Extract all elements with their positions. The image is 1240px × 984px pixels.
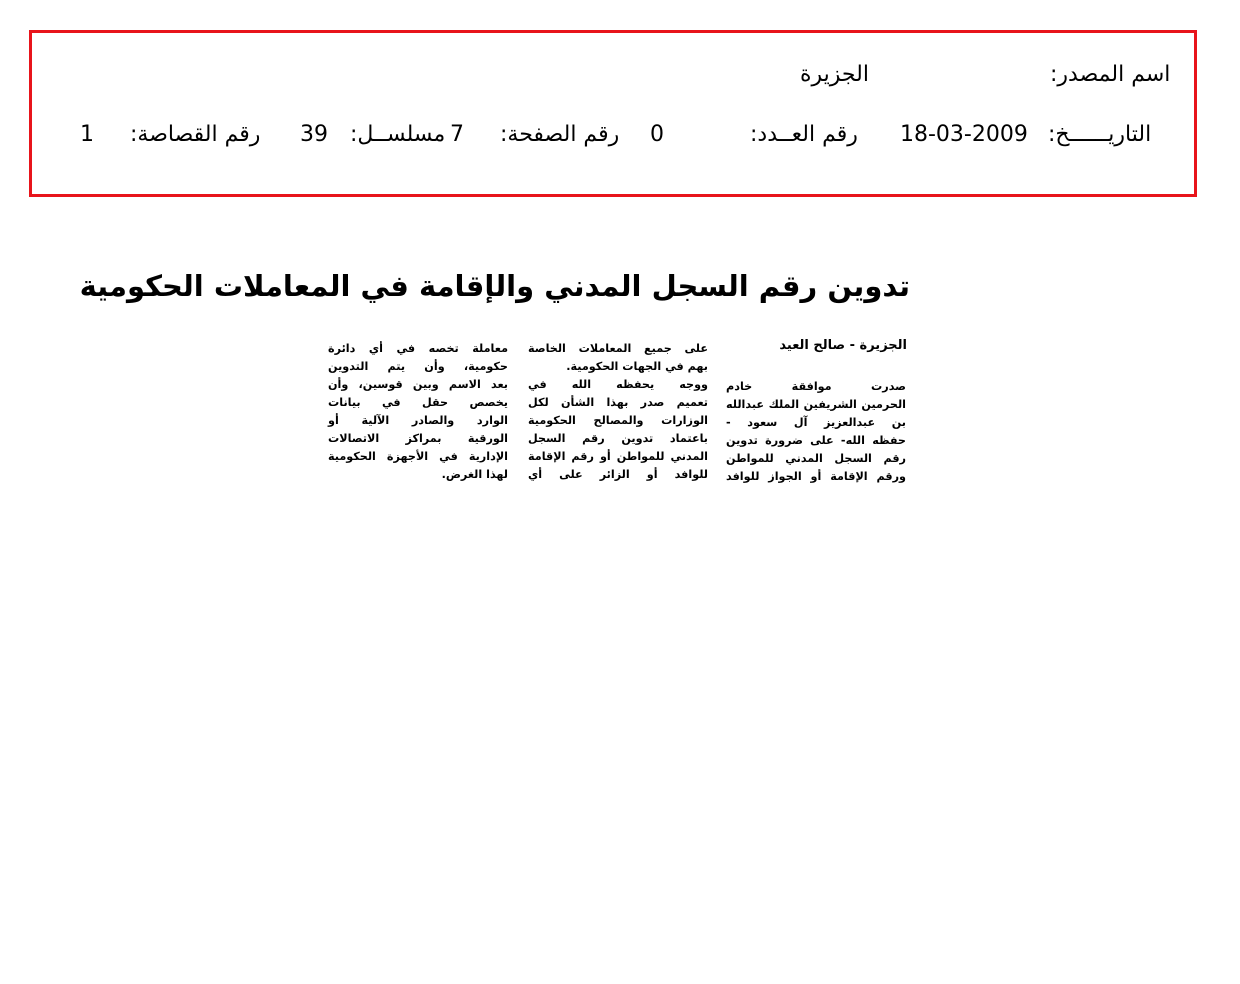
column-line: صدرت موافقة خادم — [726, 380, 906, 393]
issue-label: رقم العــدد: — [750, 122, 858, 147]
column-line: باعتماد تدوين رقم السجل — [528, 432, 708, 445]
clip-value: 1 — [80, 122, 94, 147]
column-line: لهذا الغرض. — [441, 468, 508, 481]
column-line: بهم في الجهات الحكومية. — [566, 360, 708, 373]
column-line: الوزارات والمصالح الحكومية — [528, 414, 708, 427]
issue-value: 0 — [650, 122, 664, 147]
column-line: رقم السجل المدني للمواطن — [726, 452, 906, 465]
page-label: رقم الصفحة: — [500, 122, 620, 147]
column-line: للوافد أو الزائر على أي — [528, 468, 708, 481]
clip-label: رقم القصاصة: — [130, 122, 261, 147]
serial-value: 39 — [300, 122, 328, 147]
page-value: 7 — [450, 122, 464, 147]
source-value: الجزيرة — [800, 62, 869, 87]
date-label: التاريــــــخ: — [1048, 122, 1152, 147]
article-column-3 — [328, 340, 508, 484]
column-line: تعميم صدر بهذا الشأن لكل — [528, 396, 708, 409]
article-column-1 — [726, 378, 906, 486]
column-line: الورقية بمراكز الاتصالات — [328, 432, 508, 445]
column-line: ووجه يحفظه الله في — [528, 378, 708, 391]
serial-label: مسلســل: — [350, 122, 446, 147]
date-value: 18-03-2009 — [900, 122, 1028, 147]
column-line: المدني للمواطن أو رقم الإقامة — [528, 450, 708, 463]
column-line: يخصص حقل في بيانات — [328, 396, 508, 409]
column-line: بعد الاسم وبين قوسين، وأن — [328, 378, 508, 391]
article-headline: تدوين رقم السجل المدني والإقامة في المعاملات الحكومية — [79, 269, 910, 303]
column-line: ورقم الإقامة أو الجواز للوافد — [726, 470, 906, 483]
column-line: الإدارية في الأجهزة الحكومية — [328, 450, 508, 463]
metadata-box — [29, 30, 1197, 197]
column-line: الوارد والصادر الآلية أو — [328, 414, 508, 427]
column-line: حفظه الله- على ضرورة تدوين — [726, 434, 906, 447]
column-line: بن عبدالعزيز آل سعود - — [726, 416, 906, 429]
article-byline: الجزيرة - صالح العيد — [779, 338, 907, 353]
column-line: على جميع المعاملات الخاصة — [528, 342, 708, 355]
column-line: معاملة تخصه في أي دائرة — [328, 342, 508, 355]
article-column-2 — [528, 340, 708, 484]
column-line: الحرمين الشريفين الملك عبدالله — [726, 398, 906, 411]
column-line: حكومية، وأن يتم التدوين — [328, 360, 508, 373]
source-label: اسم المصدر: — [1050, 62, 1171, 87]
